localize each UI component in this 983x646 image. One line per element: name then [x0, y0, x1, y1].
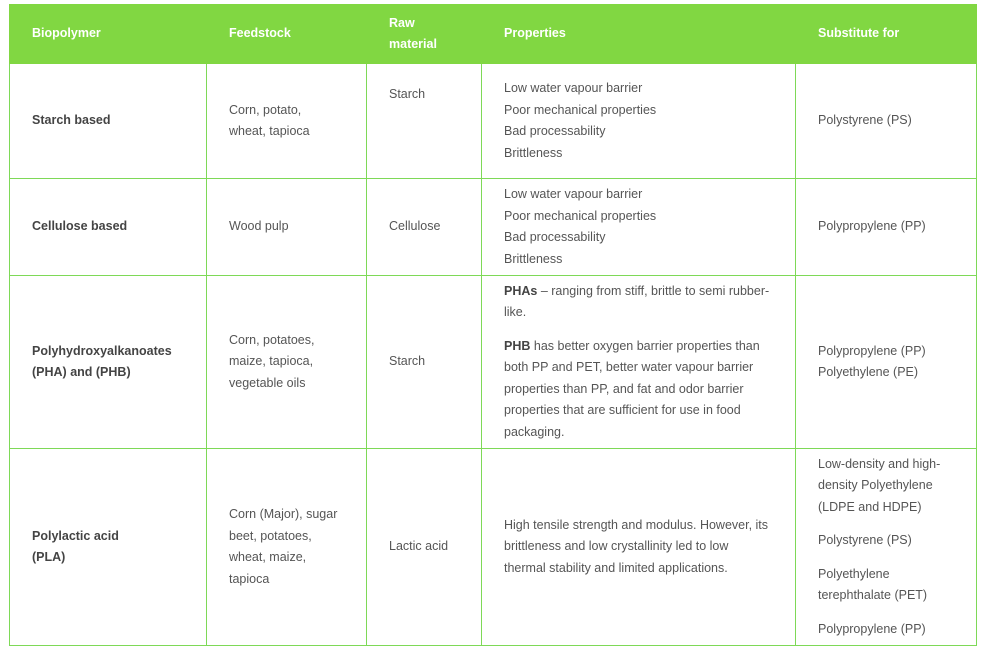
property-line: Poor mechanical properties	[504, 208, 657, 223]
property-line: Poor mechanical properties	[504, 102, 657, 117]
cell-biopolymer: Starch based	[10, 64, 207, 179]
substitute-item: Polypropylene (PP)	[818, 219, 926, 234]
substitute-item: Low-density and high-density Polyethylene (LDPE and HDPE)	[818, 456, 941, 514]
cell-properties	[482, 179, 796, 276]
cell-biopolymer: Polyhydroxyalkanoates (PHA) and (PHB)	[10, 276, 207, 449]
header-biopolymer: Biopolymer	[10, 5, 207, 64]
biopolymer-line: Polylactic acid	[32, 528, 119, 543]
cell-substitute	[796, 276, 977, 449]
cell-feedstock: Corn (Major), sugar beet, potatoes, wheat, maize, tapioca	[207, 449, 367, 646]
substitute-item: Polyethylene (PE)	[818, 365, 919, 379]
property-line: Low water vapour barrier	[504, 81, 643, 95]
cell-substitute	[796, 449, 977, 646]
cell-raw-material: Starch	[367, 276, 482, 449]
cell-feedstock: Corn, potato, wheat, tapioca	[207, 64, 367, 179]
cell-substitute	[796, 64, 977, 179]
substitute-item: Polypropylene (PP)	[818, 343, 926, 358]
table-row	[10, 276, 977, 449]
cell-properties: High tensile strength and modulus. However, its brittleness and low crystallinity led to low thermal stability and limited applications.	[482, 449, 796, 646]
cell-feedstock: Wood pulp	[207, 179, 367, 276]
property-paragraph-pha	[504, 281, 773, 324]
header-raw-material: Raw material	[367, 5, 482, 64]
property-paragraph-phb	[504, 336, 773, 444]
table-row	[10, 449, 977, 646]
property-line: Brittleness	[504, 251, 563, 266]
biopolymer-table-container	[9, 4, 976, 646]
cell-feedstock: Corn, potatoes, maize, tapioca, vegetable oils	[207, 276, 367, 449]
property-line: Brittleness	[504, 145, 563, 160]
substitute-item: Polypropylene (PP)	[818, 621, 926, 636]
biopolymer-line: (PLA)	[32, 550, 66, 564]
property-text-phb: has better oxygen barrier properties than both PP and PET, better water vapour barrier properties than PP, and fat and odor barrier properties that are sufficient for use in food packaging.	[504, 338, 760, 439]
cell-biopolymer: Cellulose based	[10, 179, 207, 276]
cell-raw-material: Cellulose	[367, 179, 482, 276]
substitute-item: Polystyrene (PS)	[818, 533, 912, 548]
header-feedstock: Feedstock	[207, 5, 367, 64]
cell-raw-material: Starch	[367, 64, 482, 179]
cell-biopolymer	[10, 449, 207, 646]
header-row	[10, 5, 977, 64]
cell-properties	[482, 64, 796, 179]
cell-substitute	[796, 179, 977, 276]
property-line: Bad processability	[504, 124, 606, 138]
header-properties: Properties	[482, 5, 796, 64]
table-row	[10, 179, 977, 276]
cell-raw-material: Lactic acid	[367, 449, 482, 646]
substitute-item: Polyethylene terephthalate (PET)	[818, 566, 928, 603]
table-row	[10, 64, 977, 179]
header-substitute: Substitute for	[796, 5, 977, 64]
biopolymer-table	[9, 4, 977, 646]
property-text-pha: – ranging from stiff, brittle to semi rubber-like.	[504, 283, 770, 320]
substitute-item: Polystyrene (PS)	[818, 113, 912, 128]
property-line: Low water vapour barrier	[504, 187, 643, 201]
property-bold-pha: PHAs	[504, 283, 538, 298]
property-bold-phb: PHB	[504, 338, 531, 353]
cell-properties	[482, 276, 796, 449]
property-line: Bad processability	[504, 230, 606, 244]
